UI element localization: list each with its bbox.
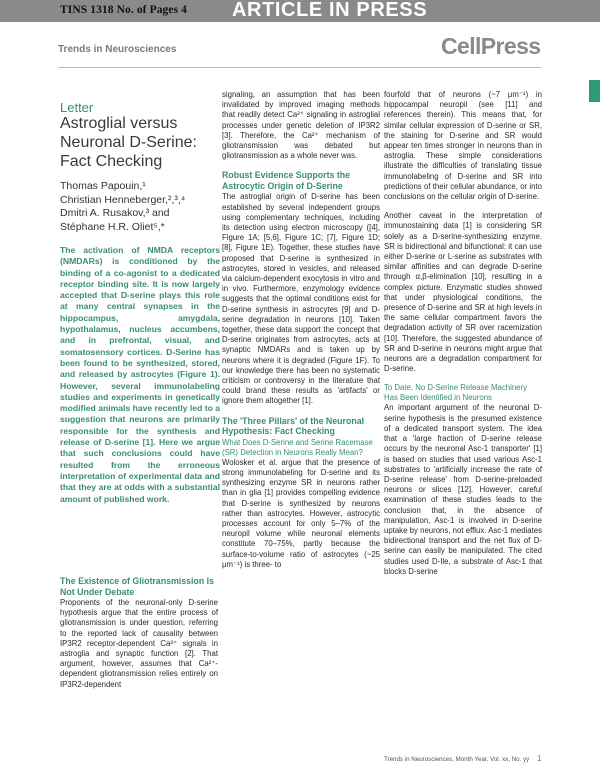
journal-code: [60, 4, 187, 16]
side-tab-marker: [589, 80, 600, 102]
author-4: Stéphane H.R. Oliet⁵,*: [60, 220, 165, 233]
page-number: 1: [537, 754, 542, 763]
column-3: [384, 90, 542, 577]
author-1: Thomas Papouin,¹: [60, 180, 146, 192]
column-1: [60, 576, 218, 690]
author-2: Christian Henneberger,²,³,⁴: [60, 193, 186, 206]
paragraph: Wolosker et al. argue that the presence of strong immunolabeling for D-serine and its synthesizing enzyme SR in neurons rather than in glia [1] provides compelling evidence that D-serine is synthesized by neurons rather than astrocytes. However, astrocytic processes account for only 5–7% of the neuropil volume while neuronal elements constitute 70–75%, partly because the surface-to-volume ratio of astrocytes (~25 μm⁻¹) is three- to: [222, 457, 380, 569]
subsection-heading: What Does D-Serine and Serine Racemase (SR) Detection in Neurons Really Mean?: [222, 437, 373, 457]
cellpress-logo: CellPress: [441, 33, 541, 59]
banner-text: ARTICLE IN PRESS: [232, 0, 428, 21]
paragraph: fourfold that of neurons (~7 μm⁻¹) in hippocampal neuropil (see [11] and references therein). This means that, for similar cellular expression of D-serine or SR, the staining for D-serine and SR would appear ten times stronger in neurons than in astroglia. These simple considerations illustrate the difficulties of translating tissue immunolabeling of D-serine and SR into predictions of their cellular abundance, or into conclusions on the cellular origin of D-serine.: [384, 90, 542, 202]
section-heading: The Existence of Gliotransmission Is Not Under Debate: [60, 576, 214, 597]
header-divider: [58, 67, 541, 68]
paragraph: The astroglial origin of D-serine has been established by several independent groups using complementary techniques, including its detection using electron microscopy ([4], Figure 1A; [5,6], Figure 1C; [7], Figure 1D; [8], Figure 1E). Together, these studies have proposed that D-serine is synthesized in astrocytes, stored in vesicles, and released via calcium-dependent exocytosis in vitro and in vivo. Furthermore, enzymology evidence suggests that the optimal conditions exist for D-serine synthesis in astrocytes [9] and D-serine degradation in neurons [10]. Taken together, these data support the concept that D-serine originates from astrocytes, acts at synaptic NMDARs and is taken up by neurons where it is degraded (Figure 1F). To our knowledge there has been no systematic criticism or controversy in the literature that could brand these results as 'artifacts' or ignore them altogether [1].: [222, 192, 380, 406]
article-title: Astroglial versus Neuronal D-Serine: Fact Checking: [60, 115, 197, 170]
footer-citation: Trends in Neurosciences, Month Year, Vol. xx, No. yy: [384, 756, 530, 763]
section-heading: Robust Evidence Supports the Astrocytic Origin of D-Serine: [222, 170, 351, 191]
abstract: The activation of NMDA receptors (NMDARs) is conditioned by the binding of a co-agonist to a dedicated receptor binding site. It is now largely accepted that D-serine plays this role at many central synapses in the hippocampus, amygdala, hypothalamus, nucleus accumbens, and in prefrontal, visual, and somatosensory cortices. D-Serine has been found to be synthesized, stored, and released by astrocytes (Figure 1). However, several immunolabeling studies and experiments in genetically modified animals have recently led to a suggestion that neurons are primarily responsible for the synthesis and release of D-serine [1]. Here we argue that such conclusions could have resulted from the erroneous interpretation of experimental data and that they are at odds with a substantial amount of published work.: [60, 245, 220, 504]
paragraph: An important argument of the neuronal D-serine hypothesis is the presumed existence of a dedicated transport system. The idea that a 'large fraction of D-serine release occurs by the neuronal Asc-1 transporter' [1] is based on studies that used various Asc-1 substrates to 'artificially increase the rate of D-serine release' from D-serine-preloaded neurons or slices [12]. However, careful examination of these studies leads to the conclusion that, in the absence of manipulation, Asc-1 is involved in D-serine uptake by neurons, not efflux. Asc-1 mediates bidirectional transport and the net flux of D-serine can easily be manipulated. The cited studies used D-Ile, a substrate of Asc-1 that blocks D-serine: [384, 403, 542, 576]
article-type: Letter: [60, 100, 94, 115]
author-3: Dmitri A. Rusakov,³ and: [60, 207, 170, 219]
paragraph: Another caveat in the interpretation of immunostaining data [1] is considering SR solely as a D-serine-synthesizing enzyme. SR is bidirectional and bifunctional: it can use either D-serine or L-serine as substrates with similar affinities and can degrade D-serine through α,β-elimination [10], resulting in a complex picture. Enzymatic studies showed that under physiological conditions, the presence of D-serine and SR at high levels in the same cellular compartment favors the degradation activity of SR over racemization [10]. Therefore, the suggested abundance of SR and D-serine in neurons might argue that neurons are a degradation compartment for D-serine.: [384, 211, 542, 374]
journal-name: Trends in Neurosciences: [58, 44, 177, 55]
paragraph: signaling, an assumption that has been invalidated by improved imaging methods that readily detect Ca²⁺ signaling in astroglial processes under genetic deletion of IP3R2 [3]. Therefore, the Ca²⁺ mechanism of gliotransmission was debated but gliotransmission as a whole never was.: [222, 90, 380, 161]
subsection-heading: To Date, No D-Serine Release Machinery Has Been Identified in Neurons: [384, 383, 528, 403]
page-count: No. of Pages 4: [116, 4, 187, 16]
journal-id: TINS 1318: [60, 4, 114, 16]
paragraph: Proponents of the neuronal-only D-serine hypothesis argue that the entire process of gliotransmission is under question, referring to the reported lack of causality between IP3R2 receptor-dependent Ca²⁺ signals in astroglia and synaptic function [2]. That argument, however, assumes that Ca²⁺-dependent gliotransmission relies entirely on IP3R2-dependent: [60, 598, 218, 689]
author-list: [60, 180, 220, 234]
section-heading: The 'Three Pillars' of the Neuronal Hypothesis: Fact Checking: [222, 415, 365, 437]
column-2: [222, 90, 380, 570]
